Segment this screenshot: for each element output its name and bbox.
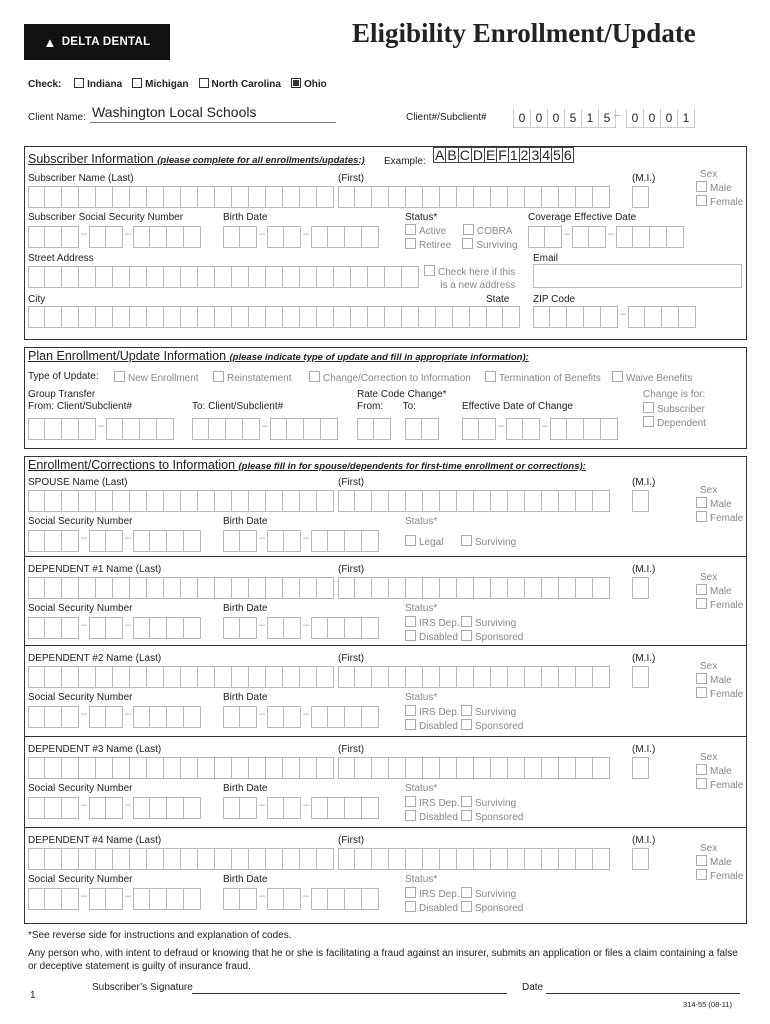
checkbox-icon [309, 371, 320, 382]
person-birth-label: Birth Date [223, 516, 268, 527]
update-type-option-3[interactable]: Termination of Benefits [485, 371, 601, 384]
subscriber-last-name-boxes[interactable] [28, 186, 334, 208]
person-first-name-boxes[interactable] [338, 757, 610, 779]
female-option[interactable]: Female [696, 511, 743, 525]
status-option[interactable]: Disabled [405, 901, 461, 915]
person-status-options [405, 616, 524, 644]
subscriber-status-options: Active COBRA Retiree Surviving [405, 224, 518, 252]
status-option[interactable]: IRS Dep. [405, 705, 461, 719]
person-last-name-boxes[interactable] [28, 490, 334, 512]
female-option[interactable]: Female [696, 778, 743, 792]
subscriber-mi-box[interactable] [632, 186, 649, 208]
person-mi-box[interactable] [632, 490, 649, 512]
person-first-label: (First) [338, 653, 365, 664]
person-first-label: (First) [338, 564, 365, 575]
person-name-label: DEPENDENT #3 Name (Last) [28, 744, 162, 755]
person-first-name-boxes[interactable] [338, 490, 610, 512]
checkbox-icon [291, 78, 301, 88]
example-char: 1 [509, 147, 518, 163]
person-status-options [405, 796, 524, 824]
male-option[interactable]: Male [696, 855, 743, 869]
status-option[interactable]: IRS Dep. [405, 887, 461, 901]
status-option[interactable]: Disabled [405, 719, 461, 733]
corrections-section-title: Enrollment/Corrections to Information (please fill in for spouse/dependents for first-time enrollment or corrections): [28, 458, 586, 472]
person-mi-label: (M.I.) [632, 477, 656, 488]
person-mi-box[interactable] [632, 757, 649, 779]
triangle-logo-icon: ▲ [43, 34, 57, 50]
person-ssn-label: Social Security Number [28, 783, 133, 794]
street-address-label: Street Address [28, 253, 94, 264]
status-option[interactable]: Disabled [405, 810, 461, 824]
state-option-2[interactable]: North Carolina [199, 79, 281, 90]
checkbox-icon [213, 371, 224, 382]
state-option-3[interactable]: Ohio [291, 79, 327, 90]
signature-label: Subscriber’s Signature [92, 982, 193, 993]
fraud-warning: Any person who, with intent to defraud or knowing that he or she is facilitating a fraud against an insurer, submits an application or files a claim containing a false or deceptive statement is guilty of insurance fraud. [28, 948, 738, 972]
male-option[interactable]: Male [696, 673, 743, 687]
person-mi-box[interactable] [632, 848, 649, 870]
client-digit[interactable]: 5 [598, 109, 616, 128]
client-name-field[interactable]: Washington Local Schools [90, 104, 336, 123]
subscriber-last-name-label: Subscriber Name (Last) [28, 173, 134, 184]
person-first-name-boxes[interactable] [338, 666, 610, 688]
example-char: 4 [542, 147, 551, 163]
person-birth-label: Birth Date [223, 603, 268, 614]
person-ssn-boxes[interactable]: – – [28, 530, 201, 552]
person-name-label: DEPENDENT #2 Name (Last) [28, 653, 162, 664]
plan-section-title: Plan Enrollment/Update Information (please indicate type of update and fill in appropriate information): [28, 349, 529, 363]
status-option[interactable]: IRS Dep. [405, 616, 461, 630]
person-ssn-boxes[interactable]: – – [28, 617, 201, 639]
person-first-name-boxes[interactable] [338, 848, 610, 870]
client-digit[interactable]: 0 [513, 109, 531, 128]
example-char: A [435, 147, 445, 163]
row-divider [24, 556, 747, 557]
update-type-option-2[interactable]: Change/Correction to Information [309, 371, 471, 384]
person-birth-boxes[interactable]: – – [223, 530, 379, 552]
rate-from-boxes[interactable] [357, 418, 391, 440]
person-first-name-boxes[interactable] [338, 577, 610, 599]
state-option-1[interactable]: Michigan [132, 79, 188, 90]
client-digit[interactable]: 0 [530, 109, 548, 128]
person-sex-group: Sex Male Female [696, 751, 743, 792]
date-label: Date [522, 982, 544, 993]
subscriber-sex-group: Sex Male Female [696, 168, 743, 209]
coverage-date-label: Coverage Effective Date [528, 212, 637, 223]
status-option[interactable]: Sponsored [461, 901, 517, 915]
status-option[interactable]: IRS Dep. [405, 796, 461, 810]
example-label: Example: [384, 156, 426, 167]
person-birth-label: Birth Date [223, 783, 268, 794]
page-number: 1 [30, 990, 36, 1001]
status-option[interactable]: Surviving [461, 705, 517, 719]
status-option[interactable]: Surviving [461, 796, 517, 810]
state-option-0[interactable]: Indiana [74, 79, 122, 90]
example-boxes [433, 147, 573, 163]
person-name-label: DEPENDENT #1 Name (Last) [28, 564, 162, 575]
person-sex-group: Sex Male Female [696, 660, 743, 701]
person-sex-group: Sex Male Female [696, 484, 743, 525]
type-of-update-label: Type of Update: [28, 371, 99, 382]
person-status-options [405, 535, 517, 549]
status-option[interactable]: Surviving [461, 887, 517, 901]
to-client-boxes[interactable]: – [192, 418, 338, 440]
person-birth-label: Birth Date [223, 874, 268, 885]
client-digit[interactable]: 5 [564, 109, 582, 128]
example-char: F [498, 147, 507, 163]
person-mi-box[interactable] [632, 577, 649, 599]
row-divider [24, 736, 747, 737]
from-client-boxes[interactable]: – [28, 418, 174, 440]
state-label: State [486, 294, 510, 305]
status-option[interactable]: Sponsored [461, 810, 517, 824]
new-address-checkbox[interactable]: Check here if this is a new address [424, 265, 515, 292]
person-status-label: Status* [405, 603, 438, 614]
subscriber-mi-label: (M.I.) [632, 173, 656, 184]
person-status-label: Status* [405, 692, 438, 703]
female-option[interactable]: Female [696, 598, 743, 612]
person-ssn-boxes[interactable]: – – [28, 797, 201, 819]
update-type-option-1[interactable]: Reinstatement [213, 371, 291, 384]
rate-to-boxes[interactable] [405, 418, 439, 440]
update-type-option-0[interactable]: New Enrollment [114, 371, 199, 384]
city-boxes[interactable] [28, 306, 487, 328]
example-char: 5 [553, 147, 561, 163]
effective-change-label: Effective Date of Change [462, 401, 573, 412]
form-code: 314-55 (08-11) [683, 1000, 733, 1009]
state-boxes[interactable] [486, 306, 520, 328]
person-mi-label: (M.I.) [632, 744, 656, 755]
status-option[interactable]: Legal [405, 535, 461, 549]
subclient-digit[interactable]: 0 [626, 109, 644, 128]
person-ssn-label: Social Security Number [28, 516, 133, 527]
male-option[interactable]: Male [696, 764, 743, 778]
person-last-name-boxes[interactable] [28, 577, 334, 599]
person-status-label: Status* [405, 874, 438, 885]
delta-dental-logo: ▲ DELTA DENTAL [24, 24, 170, 60]
person-birth-boxes[interactable]: – – [223, 797, 379, 819]
subclient-digit[interactable]: 0 [660, 109, 678, 128]
subscriber-ssn-label: Subscriber Social Security Number [28, 212, 184, 223]
female-option[interactable]: Female [696, 687, 743, 701]
client-digit[interactable]: 0 [547, 109, 565, 128]
example-char: D [472, 147, 483, 163]
example-char: B [447, 147, 457, 163]
person-mi-label: (M.I.) [632, 653, 656, 664]
person-first-label: (First) [338, 477, 365, 488]
client-name-label: Client Name: [28, 112, 86, 123]
person-first-label: (First) [338, 744, 365, 755]
update-type-option-4[interactable]: Waive Benefits [612, 371, 692, 384]
person-ssn-boxes[interactable]: – – [28, 888, 201, 910]
subscriber-first-name-boxes[interactable] [338, 186, 610, 208]
group-transfer-label: Group Transfer From: Client/Subclient# [28, 389, 132, 412]
person-ssn-label: Social Security Number [28, 603, 133, 614]
person-ssn-label: Social Security Number [28, 692, 133, 703]
subclient-digit[interactable]: 0 [643, 109, 661, 128]
subscriber-section-title: Subscriber Information (please complete for all enrollments/updates:) [28, 152, 365, 166]
subscriber-first-name-label: (First) [338, 173, 365, 184]
zip-boxes[interactable]: – [533, 306, 696, 328]
example-char: C [459, 147, 470, 163]
city-label: City [28, 294, 46, 305]
person-birth-boxes[interactable]: – – [223, 617, 379, 639]
person-status-label: Status* [405, 516, 438, 527]
person-ssn-boxes[interactable]: – – [28, 706, 201, 728]
subscriber-ssn-boxes[interactable]: – – [28, 226, 201, 248]
status-option[interactable]: Surviving [461, 616, 517, 630]
rate-code-label: Rate Code Change* From: To: [357, 389, 447, 412]
male-option[interactable]: Male [696, 497, 743, 511]
status-option[interactable]: Surviving [461, 535, 517, 549]
male-option[interactable]: Male [696, 584, 743, 598]
person-ssn-label: Social Security Number [28, 874, 133, 885]
client-id-label: Client#/Subclient# [406, 112, 487, 123]
change-for-group: Change is for: Subscriber Dependent [643, 389, 706, 429]
person-sex-group: Sex Male Female [696, 571, 743, 612]
date-line[interactable] [546, 993, 740, 994]
street-address-boxes[interactable] [28, 266, 419, 288]
checkbox-icon [114, 371, 125, 382]
person-mi-box[interactable] [632, 666, 649, 688]
person-first-label: (First) [338, 835, 365, 846]
person-last-name-boxes[interactable] [28, 666, 334, 688]
example-char: 6 [563, 147, 572, 163]
checkbox-icon [74, 78, 84, 88]
status-option[interactable]: Sponsored [461, 719, 517, 733]
person-mi-label: (M.I.) [632, 835, 656, 846]
person-name-label: DEPENDENT #4 Name (Last) [28, 835, 162, 846]
person-birth-boxes[interactable]: – – [223, 706, 379, 728]
row-divider [24, 827, 747, 828]
person-name-label: SPOUSE Name (Last) [28, 477, 128, 488]
person-last-name-boxes[interactable] [28, 848, 334, 870]
person-birth-label: Birth Date [223, 692, 268, 703]
to-client-label: To: Client/Subclient# [192, 401, 284, 412]
checkbox-icon [485, 371, 496, 382]
row-divider [24, 645, 747, 646]
female-option[interactable]: Female [696, 869, 743, 883]
zip-label: ZIP Code [533, 294, 576, 305]
coverage-date-boxes[interactable]: – – [528, 226, 684, 248]
person-mi-label: (M.I.) [632, 564, 656, 575]
subscriber-birth-label: Birth Date [223, 212, 268, 223]
person-status-label: Status* [405, 783, 438, 794]
checkbox-icon [612, 371, 623, 382]
effective-change-boxes[interactable]: – – [462, 418, 618, 440]
email-input[interactable] [533, 264, 742, 288]
client-digit[interactable]: 1 [581, 109, 599, 128]
person-birth-boxes[interactable]: – – [223, 888, 379, 910]
checkbox-icon [132, 78, 142, 88]
reverse-side-note: *See reverse side for instructions and explanation of codes. [28, 930, 292, 941]
example-char: E [485, 147, 496, 163]
subclient-digit[interactable]: 1 [677, 109, 695, 128]
status-option[interactable]: Disabled [405, 630, 461, 644]
status-option[interactable]: Sponsored [461, 630, 517, 644]
person-status-options [405, 887, 524, 915]
person-last-name-boxes[interactable] [28, 757, 334, 779]
person-status-options [405, 705, 524, 733]
checkbox-icon [199, 78, 209, 88]
signature-line[interactable] [192, 993, 507, 994]
state-check-row: Check: Indiana Michigan North Carolina Ohio [28, 79, 327, 90]
example-char: 2 [520, 147, 529, 163]
subscriber-birth-boxes[interactable]: – – [223, 226, 379, 248]
example-char: 3 [531, 147, 540, 163]
person-sex-group: Sex Male Female [696, 842, 743, 883]
subscriber-status-label: Status* [405, 212, 438, 223]
email-label: Email [533, 253, 559, 264]
form-title: Eligibility Enrollment/Update [352, 18, 696, 48]
